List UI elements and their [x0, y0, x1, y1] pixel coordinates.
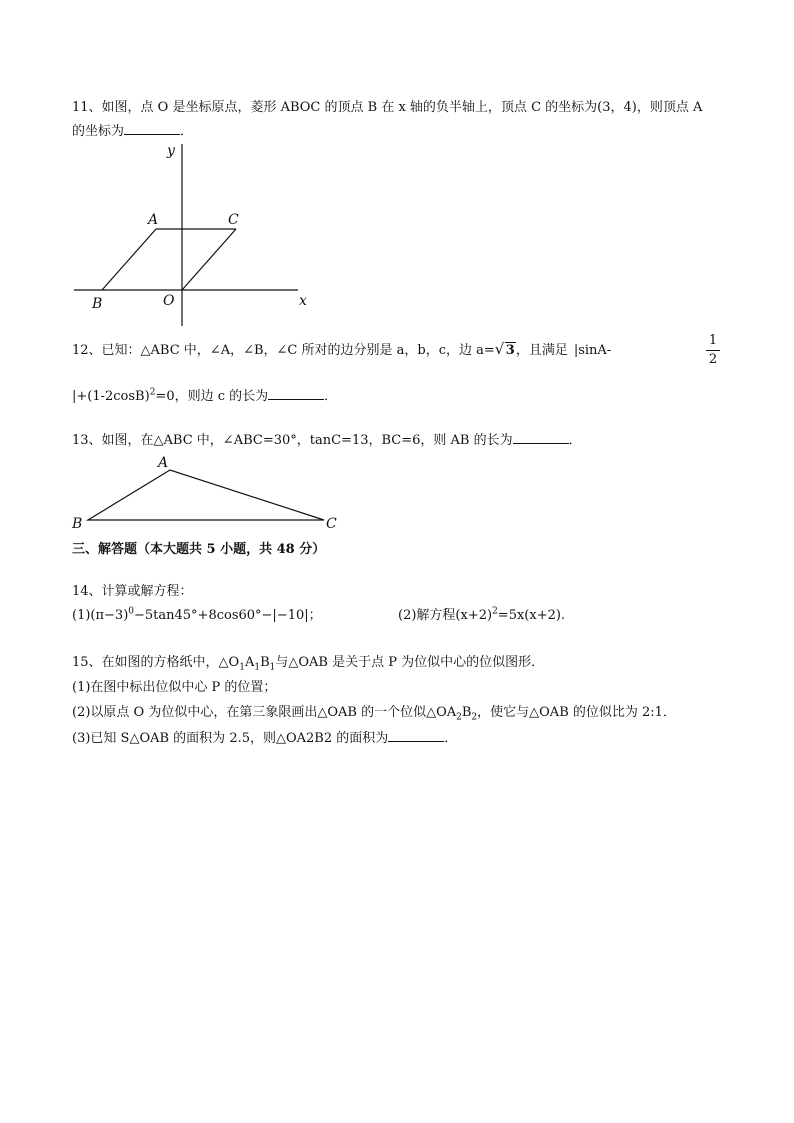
q15-part1 [72, 679, 276, 697]
side-co [182, 229, 236, 290]
frac-den: 2 [708, 352, 718, 367]
q11-end: ． [180, 124, 194, 139]
q14-part2 [398, 607, 565, 625]
q15-sub3: 1 [269, 662, 276, 673]
q15-p2-a: (2)以原点 O 为位似中心，在第三象限画出△OAB 的一个位似△OA [72, 705, 457, 720]
section3-text: 三、解答题（本大题共 5 小题，共 48 分） [72, 542, 326, 557]
q15-p2-sub1: 2 [456, 712, 462, 723]
q14-part1 [72, 607, 322, 625]
label-c13: C [326, 516, 337, 532]
q15-p1-text: (1)在图中标出位似中心 P 的位置； [72, 680, 277, 695]
q14-p1-a: (1)(π−3) [72, 608, 129, 623]
label-x: x [299, 293, 307, 309]
q13-end: ． [568, 433, 582, 448]
q14-title-text: 14、计算或解方程： [72, 584, 193, 599]
q12-line2-post: =0，则边 c 的长为 [155, 389, 269, 404]
section3-title [72, 541, 325, 559]
label-a13: A [158, 455, 169, 471]
q11-text2: 的坐标为 [72, 124, 125, 139]
label-b: B [92, 296, 103, 312]
q15-intro-b: A [244, 655, 255, 670]
q14-p2-b: =5x(x+2). [497, 608, 566, 623]
q15-p2-c: ，使它与△OAB 的位似比为 2:1． [477, 705, 676, 720]
q13-answer-blank[interactable] [513, 431, 569, 444]
label-b13: B [72, 516, 83, 532]
q13-text: 13、如图，在△ABC 中，∠ABC=30°，tanC=13，BC=6，则 AB 的长为 [72, 433, 513, 448]
q15-sub1: 1 [239, 662, 245, 673]
q12-end: ． [324, 389, 338, 404]
label-o: O [163, 293, 175, 309]
q15-intro-a: 15、在如图的方格纸中，△O [72, 655, 240, 670]
q12-pre: 12、已知：△ABC 中，∠A，∠B，∠C 所对的边分别是 a，b，c，边 a= [72, 343, 495, 358]
sqrt-value: 3 [505, 343, 515, 358]
q12-answer-blank[interactable] [268, 387, 324, 400]
q15-part2 [72, 704, 676, 722]
q11-line2 [72, 122, 193, 141]
q14-p1-b: −5tan45°+8cos60°−|−10|； [134, 608, 322, 623]
q14-p1-sup: 0 [128, 606, 134, 617]
q11-text: 11、如图，点 O 是坐标原点，菱形 ABOC 的顶点 B 在 x 轴的负半轴上，顶点 C 的坐标为(3，4)，则顶点 A [72, 100, 703, 115]
q12-line2 [72, 387, 337, 406]
q11-line1 [72, 99, 702, 117]
radical-icon: √ [494, 340, 505, 358]
q14-p2-a: (2)解方程(x+2) [398, 608, 493, 623]
q14-title [72, 583, 193, 601]
q15-answer-blank[interactable] [388, 729, 444, 742]
q13-figure [68, 452, 348, 532]
q12-abs: |sinA- [573, 343, 612, 358]
q12-line2-pre: |+(1-2cosB) [72, 389, 150, 404]
label-c: C [228, 212, 239, 228]
sqrt-3 [495, 342, 516, 360]
q15-intro [72, 654, 544, 672]
q15-intro-d: 与△OAB 是关于点 P 为位似中心的位似图形． [275, 655, 545, 670]
triangle-abc [88, 470, 324, 520]
q15-p2-b: B [461, 705, 472, 720]
q15-end: ． [444, 731, 458, 746]
q13-line [72, 431, 582, 450]
q12-line1 [72, 342, 611, 360]
q12-sup: 2 [149, 387, 156, 398]
q11-figure [70, 140, 320, 330]
q15-intro-c: B [260, 655, 270, 670]
q15-sub2: 1 [254, 662, 261, 673]
q12-fraction [706, 332, 720, 369]
q15-part3 [72, 729, 457, 748]
frac-num: 1 [706, 332, 720, 351]
q15-p3-text: (3)已知 S△OAB 的面积为 2.5，则△OA2B2 的面积为 [72, 731, 389, 746]
q12-post: ，且满足 [515, 343, 568, 358]
label-a: A [148, 212, 159, 228]
side-ba [102, 229, 156, 290]
q11-answer-blank[interactable] [124, 122, 180, 135]
label-y: y [167, 143, 175, 159]
q15-p2-sub2: 2 [471, 712, 478, 723]
q14-p2-sup: 2 [492, 606, 498, 617]
